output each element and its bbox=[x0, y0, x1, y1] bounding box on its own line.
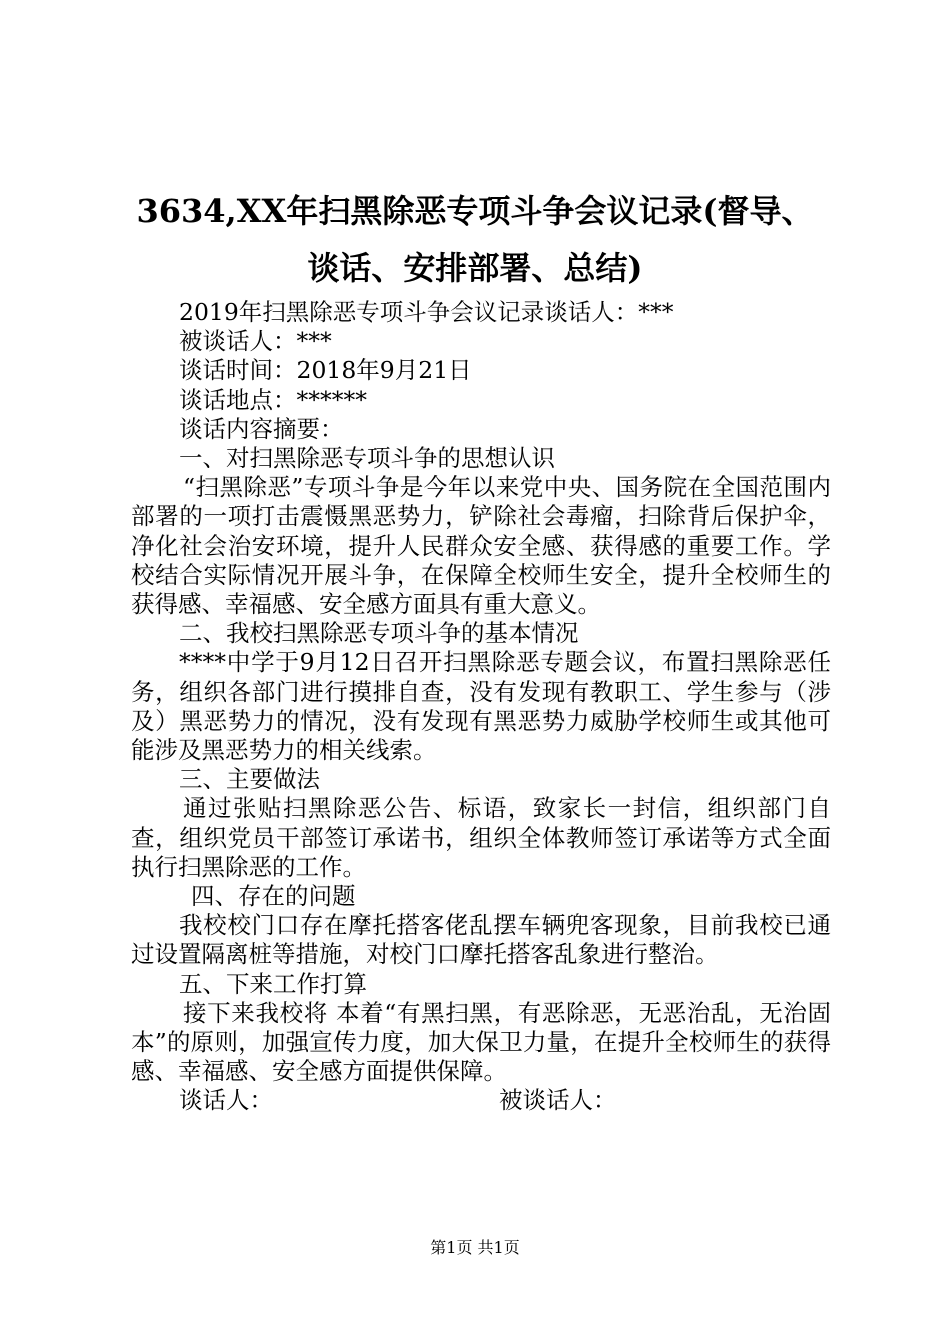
meeting-record-heading: 2019年扫黑除恶专项斗争会议记录谈话人：*** bbox=[179, 298, 674, 326]
section-heading-5: 五、下来工作打算 bbox=[179, 969, 367, 998]
section-heading-1: 一、对扫黑除恶专项斗争的思想认识 bbox=[179, 443, 555, 472]
interviewer-signature-label: 谈话人： bbox=[179, 1086, 273, 1115]
section-body-2: ****中学于9月12日召开扫黑除恶专题会议，布置扫黑除恶任务，组织各部门进行摸排自查，没有发现有教职工、学生参与（涉及）黑恶势力的情况，没有发现有黑恶势力威胁学校师生或其他可能涉及黑恶势力的相关线索。 bbox=[131, 648, 831, 764]
signature-row bbox=[131, 1086, 831, 1115]
section-body-3: 通过张贴扫黑除恶公告、标语，致家长一封信，组织部门自查，组织党员干部签订承诺书，组织全体教师签订承诺等方式全面执行扫黑除恶的工作。 bbox=[131, 794, 831, 881]
interview-time-line: 谈话时间：2018年9月21日 bbox=[179, 356, 472, 385]
section-body-5: 接下来我校将 本着“有黑扫黑，有恶除恶，无恶治乱，无治固本”的原则，加强宣传力度，加大保卫力量，在提升全校师生的获得感、幸福感、安全感方面提供保障。 bbox=[131, 998, 831, 1086]
document-title-line-2: 谈话、安排部署、总结) bbox=[307, 249, 643, 287]
document-title-line-1: 3634,XX年扫黑除恶专项斗争会议记录(督导、 bbox=[136, 192, 814, 230]
interview-place-line: 谈话地点：****** bbox=[179, 385, 367, 414]
section-body-1: “扫黑除恶”专项斗争是今年以来党中央、国务院在全国范围内部署的一项打击震慑黑恶势力，铲除社会毒瘤，扫除背后保护伞，净化社会治安环境，提升人民群众安全感、获得感的重要工作。学校结合实际情况开展斗争，在保障全校师生安全，提升全校师生的获得感、幸福感、安全感方面具有重大意义。 bbox=[131, 473, 831, 618]
interviewee-signature-label: 被谈话人： bbox=[499, 1086, 617, 1115]
section-body-4: 我校校门口存在摩托搭客佬乱摆车辆兜客现象，目前我校已通过设置隔离桩等措施，对校门口摩托搭客乱象进行整治。 bbox=[131, 911, 831, 969]
interviewee-line: 被谈话人：*** bbox=[179, 327, 332, 356]
summary-label: 谈话内容摘要： bbox=[179, 414, 344, 443]
section-heading-3: 三、主要做法 bbox=[179, 765, 320, 794]
document-body bbox=[131, 298, 831, 1116]
section-heading-4: 四、存在的问题 bbox=[191, 881, 356, 910]
page-footer: 第1页 共1页 bbox=[430, 1238, 520, 1257]
section-heading-2: 二、我校扫黑除恶专项斗争的基本情况 bbox=[179, 619, 579, 648]
